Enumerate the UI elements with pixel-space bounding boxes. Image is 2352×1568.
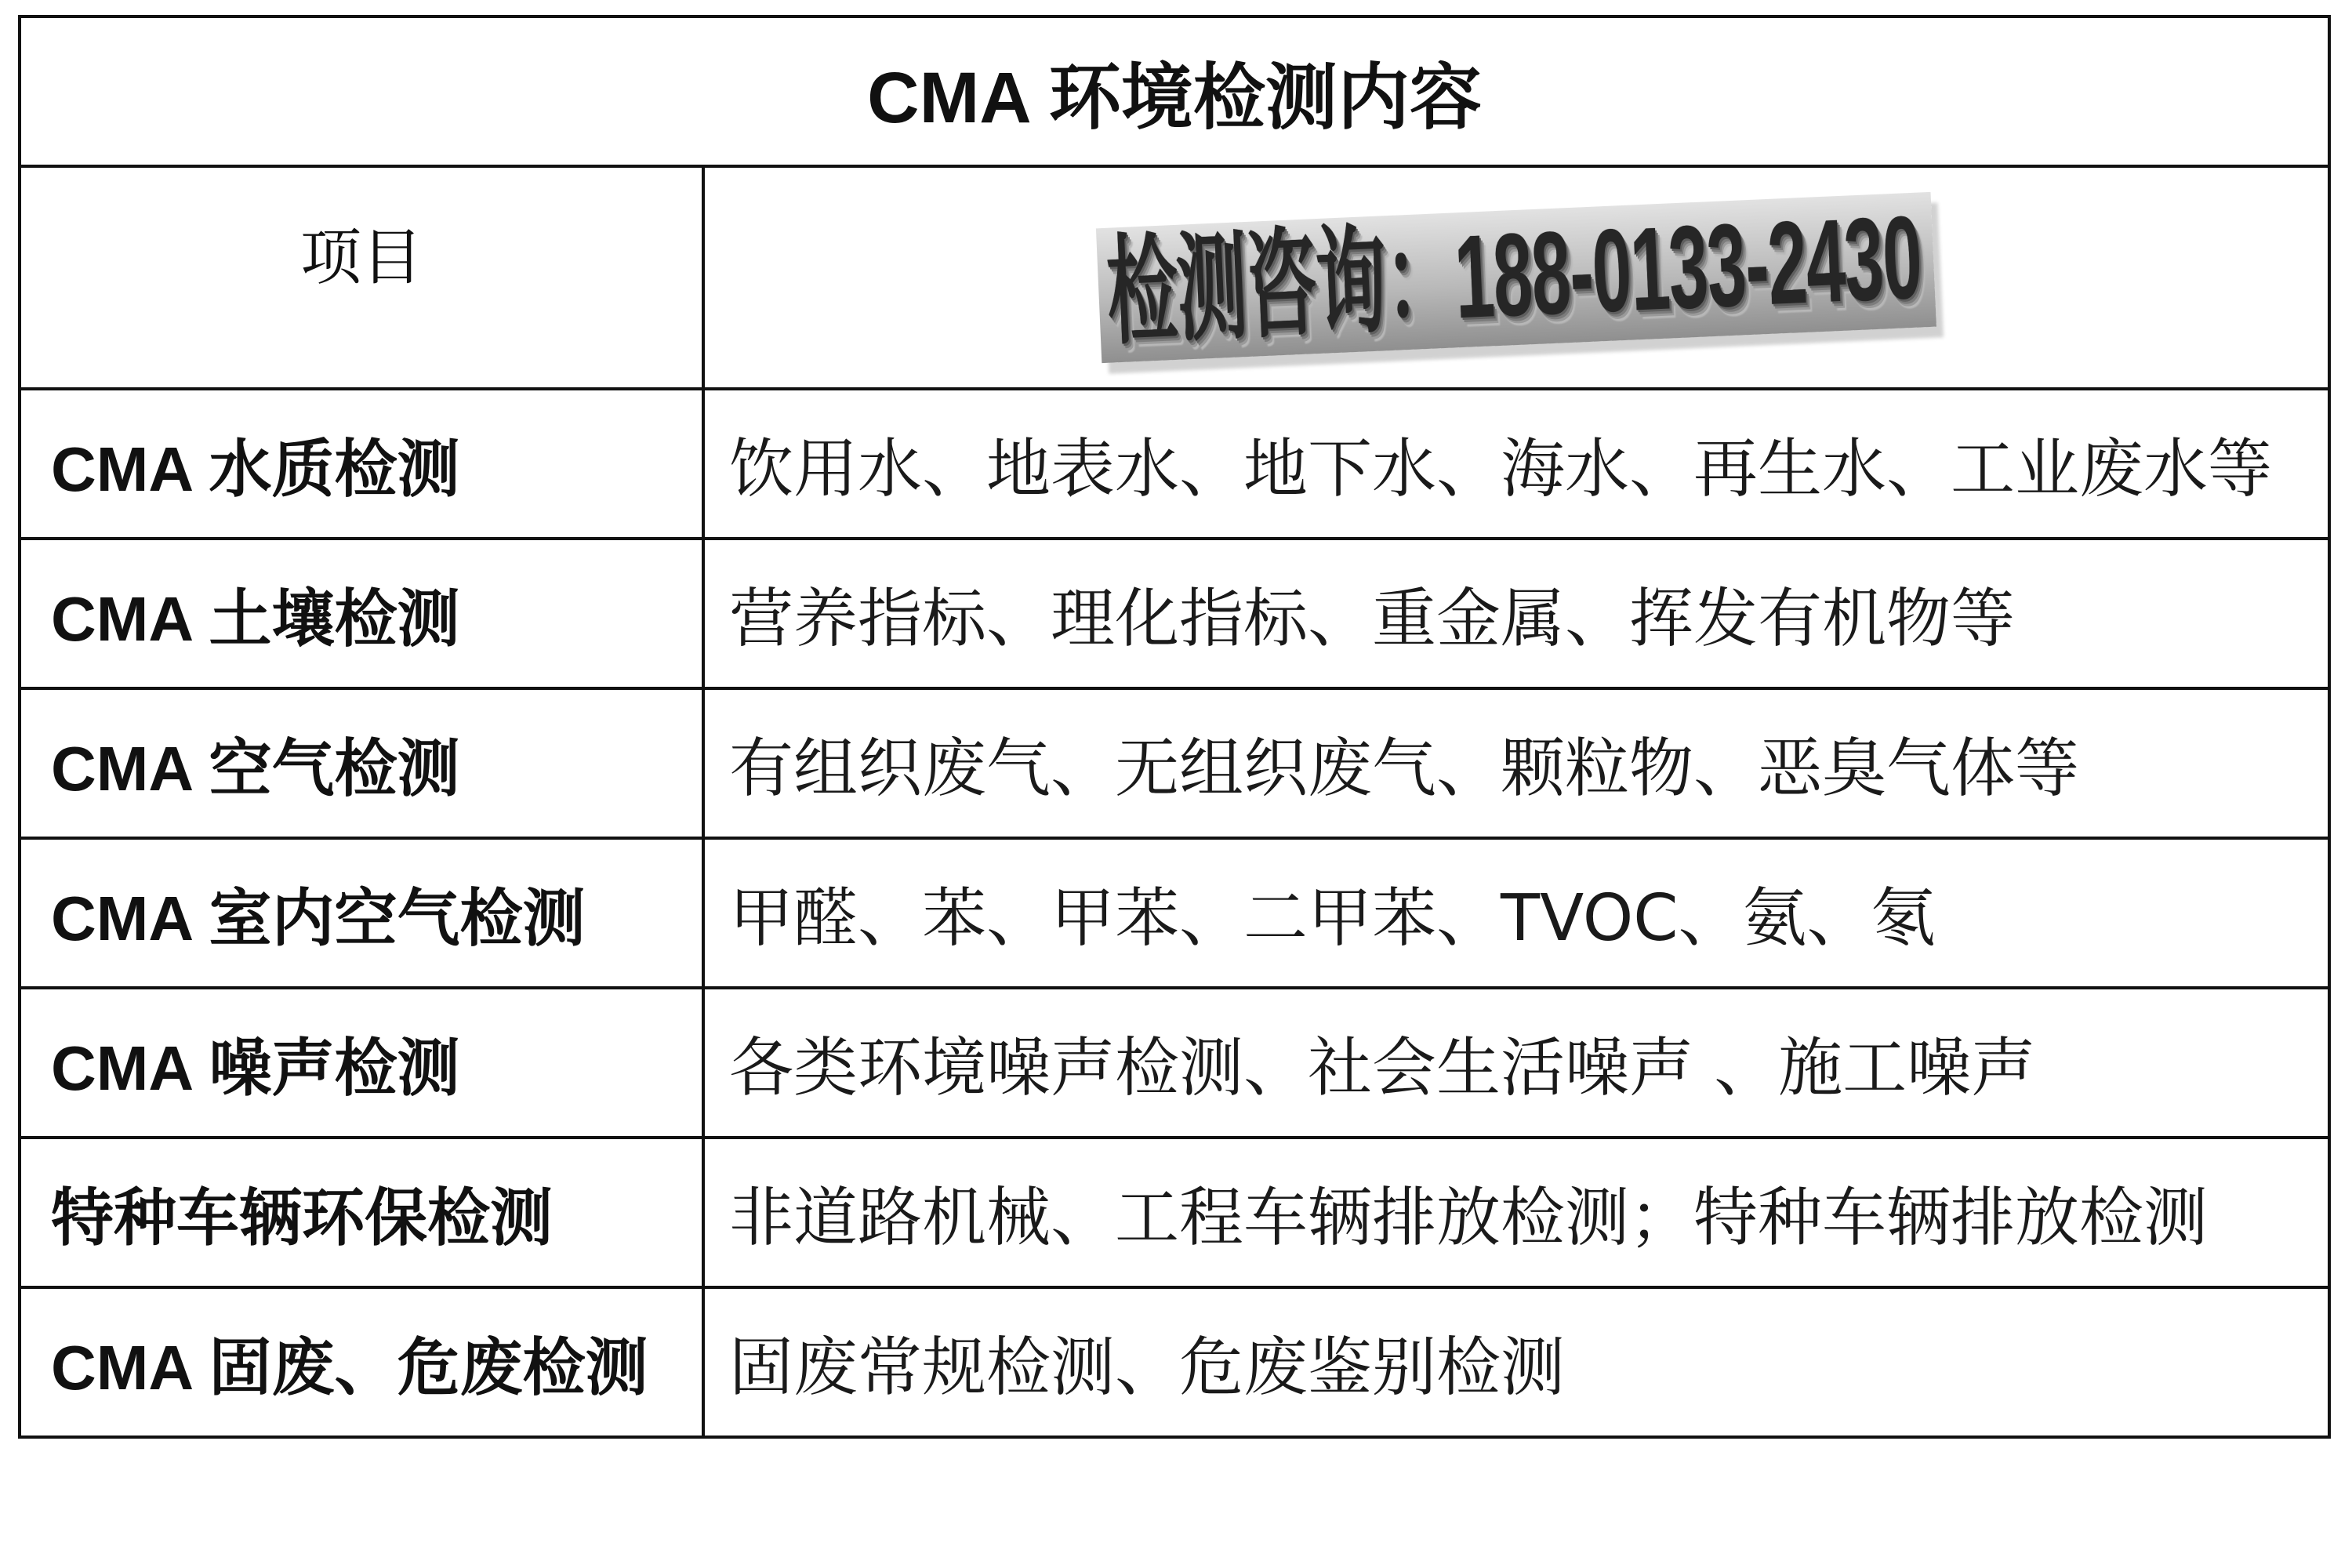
row-content-cell [703,1287,2329,1437]
row-item-cell [20,1287,703,1437]
row-item-label: CMA 室内空气检测 [51,884,586,953]
row-item-label: CMA 土壤检测 [51,584,460,654]
row-content: 有组织废气、无组织废气、颗粒物、恶臭气体等 [729,731,2080,806]
header-row [20,166,2329,389]
row-content-cell [703,389,2329,539]
table-row [20,1287,2329,1437]
row-item-cell [20,988,703,1138]
row-item-label: CMA 水质检测 [51,434,460,504]
row-content: 饮用水、地表水、地下水、海水、再生水、工业废水等 [729,432,2273,506]
row-item-label: CMA 噪声检测 [51,1033,460,1103]
table-row [20,688,2329,838]
row-item-cell [20,838,703,988]
table-title: CMA 环境检测内容 [20,16,2329,166]
row-item-cell [20,1138,703,1287]
title-row [20,16,2329,166]
row-content: 固废常规检测、危废鉴别检测 [729,1330,1566,1405]
row-item-cell [20,389,703,539]
row-content-cell [703,1138,2329,1287]
row-item-label: CMA 固废、危废检测 [51,1333,648,1403]
table-row [20,988,2329,1138]
table-row [20,1138,2329,1287]
row-content-cell [703,838,2329,988]
row-content-cell [703,988,2329,1138]
table-row [20,389,2329,539]
contact-stamp: 检测咨询：188-0133-2430 [1096,192,1936,363]
row-item-cell [20,539,703,688]
row-item-label: CMA 空气检测 [51,734,460,804]
row-content: 营养指标、理化指标、重金属、挥发有机物等 [729,582,2016,656]
row-content: 各类环境噪声检测、社会生活噪声 、施工噪声 [729,1031,2036,1105]
item-column-header-label: 项目 [299,223,423,293]
item-column-header [20,166,703,389]
row-content-cell [703,539,2329,688]
row-content: 非道路机械、工程车辆排放检测；特种车辆排放检测 [729,1181,2209,1255]
table-row [20,539,2329,688]
row-content-cell [703,688,2329,838]
contact-stamp-cell [703,166,2329,389]
row-item-cell [20,688,703,838]
testing-content-table [18,15,2331,1439]
table-row [20,838,2329,988]
row-item-label: 特种车辆环保检测 [51,1183,553,1253]
row-content: 甲醛、苯、甲苯、二甲苯、TVOC、氨、氡 [729,881,1936,956]
